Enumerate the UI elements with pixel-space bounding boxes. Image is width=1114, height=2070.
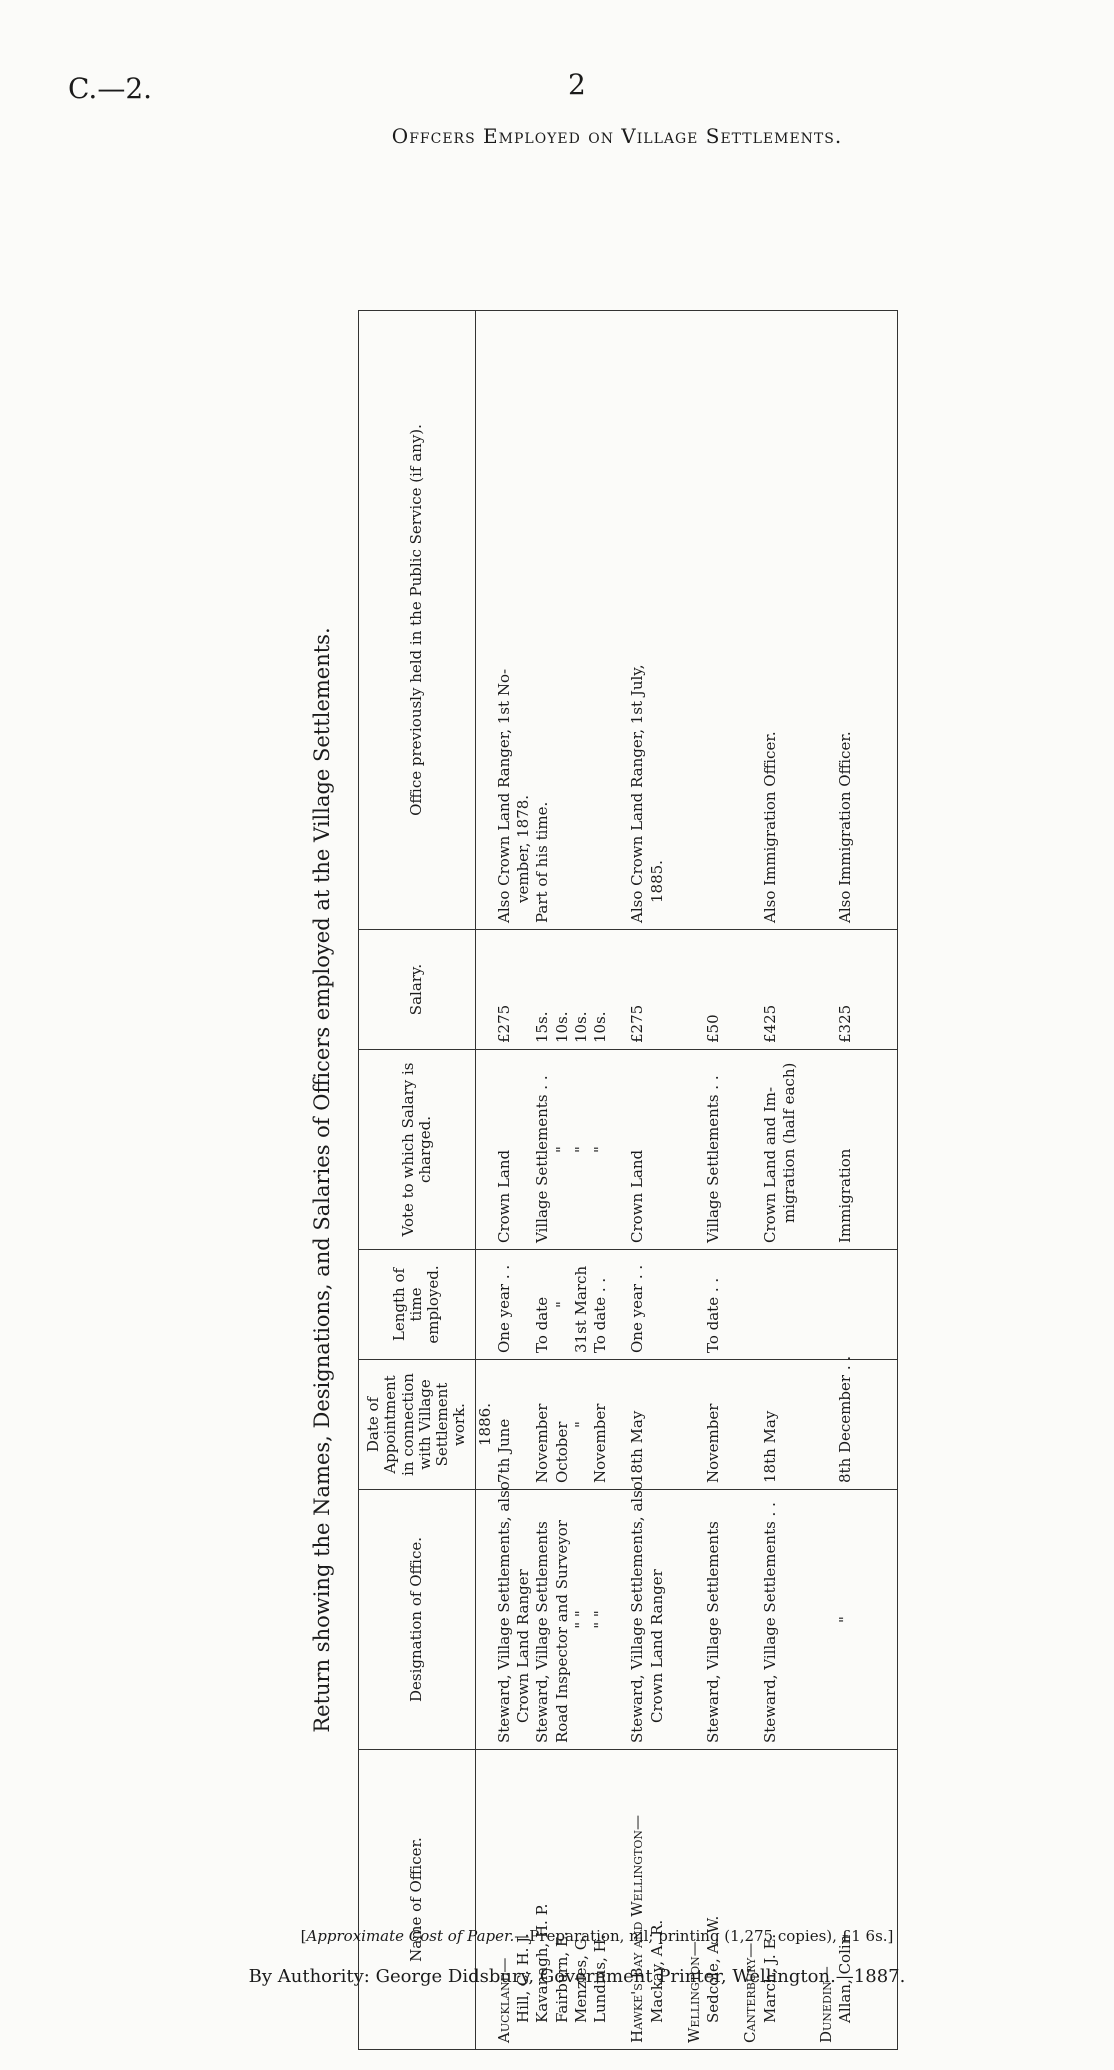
table-row [741, 311, 760, 2050]
cell-salary: £275 [628, 930, 647, 1050]
printer-authority: By Authority: George Didsbury, Government Printer, Wellington.—1887. [248, 1966, 906, 1987]
cell-salary: £275 [495, 930, 514, 1050]
region-label: Canterbury— [741, 1750, 760, 2050]
region-label: Auckland— [495, 1750, 514, 2050]
year-label: 1886. [475, 1360, 495, 1490]
cost-open: [ [300, 1927, 307, 1945]
table-row [495, 311, 514, 2050]
cell-date: 18th May [628, 1360, 647, 1490]
column-header: Length of time employed. [359, 1250, 476, 1360]
cost-text: —Preparation, nil; printing (1,275 copies), £1 6s.] [514, 1927, 894, 1945]
cell-date: November [591, 1360, 610, 1490]
table-title: Return showing the Names, Designations, and Salaries of Officers employed at the Village Settlements. [310, 627, 334, 1733]
year-row [475, 311, 495, 2050]
table-row [572, 311, 591, 2050]
table-row [685, 311, 704, 2050]
cell-length: To date . . [591, 1250, 610, 1360]
cell-length: One year . . [495, 1250, 514, 1360]
cell-vote: Village Settlements . . [704, 1050, 723, 1250]
cell-date: " [572, 1360, 591, 1490]
cell-salary: 10s. [572, 930, 591, 1050]
cell-salary: £50 [704, 930, 723, 1050]
officers-table [358, 310, 898, 2050]
cell-vote: " [572, 1050, 591, 1250]
column-header: Date of Appointment in connection with Village Settlement work. [359, 1360, 476, 1490]
table-header-row [359, 311, 476, 2050]
cell-length: To date . . [704, 1250, 723, 1360]
cell-vote: Crown Land [628, 1050, 647, 1250]
region-label: Wellington— [685, 1750, 704, 2050]
table-row [628, 311, 647, 2050]
cell-designation: " [836, 1490, 855, 1750]
table-row [704, 311, 723, 2050]
cell-previous: Part of his time. [533, 311, 552, 930]
cell-name: Lundius, H. [591, 1750, 610, 2050]
cell-designation: " " [572, 1490, 591, 1750]
cell-previous: Also Immigration Officer. [836, 311, 855, 930]
cell-date: November [533, 1360, 552, 1490]
column-header: Vote to which Salary is charged. [359, 1050, 476, 1250]
cell-salary: 10s. [553, 930, 572, 1050]
cell-name: Sedcole, A. W. [704, 1750, 723, 2050]
cell-designation: Steward, Village Settlements [704, 1490, 723, 1750]
cell-name: Allan, Colin [836, 1750, 855, 2050]
cell-salary: 15s. [533, 930, 552, 1050]
cell-length: 31st March [572, 1250, 591, 1360]
cell-vote-cont: migration (half each) [780, 1050, 799, 1250]
table-row [648, 311, 667, 2050]
column-header: Designation of Office. [359, 1490, 476, 1750]
table-row [514, 311, 533, 2050]
page-title: Offcers Employed on Village Settlements. [391, 124, 843, 148]
cell-name: Menzies, G. [572, 1750, 591, 2050]
cell-salary: £325 [836, 930, 855, 1050]
cell-name: Hill, C. H. J. [514, 1750, 533, 2050]
cell-previous-cont: 1885. [648, 311, 667, 930]
cell-designation: Steward, Village Settlements, also [628, 1490, 647, 1750]
page-number: 2 [568, 68, 586, 101]
cell-designation: Steward, Village Settlements . . [761, 1490, 780, 1750]
table-row [780, 311, 799, 2050]
cost-note [0, 1927, 1114, 1945]
cell-vote: Crown Land and Im- [761, 1050, 780, 1250]
column-header: Salary. [359, 930, 476, 1050]
cell-salary: 10s. [591, 930, 610, 1050]
column-header: Name of Officer. [359, 1750, 476, 2050]
table-row [761, 311, 780, 2050]
cell-designation-cont: Crown Land Ranger [514, 1490, 533, 1750]
cell-previous: Also Immigration Officer. [761, 311, 780, 930]
region-label: Hawke's Bay and Wellington— [628, 1750, 647, 2050]
cell-name: March, J. E. [761, 1750, 780, 2050]
cell-vote: Crown Land [495, 1050, 514, 1250]
cell-vote: Immigration [836, 1050, 855, 1250]
cell-designation-cont: Crown Land Ranger [648, 1490, 667, 1750]
cell-name: Mackay, A. R. [648, 1750, 667, 2050]
cell-length: To date [533, 1250, 552, 1360]
table-row [836, 311, 855, 2050]
cell-vote: Village Settlements . . [533, 1050, 552, 1250]
cell-designation: Steward, Village Settlements [533, 1490, 552, 1750]
cost-label: Approximate Cost of Paper. [306, 1927, 515, 1945]
cell-vote: " [591, 1050, 610, 1250]
table-row [533, 311, 552, 2050]
cell-date: 7th June [495, 1360, 514, 1490]
table-row [553, 311, 572, 2050]
cell-date: October [553, 1360, 572, 1490]
cell-designation: Road Inspector and Surveyor [553, 1490, 572, 1750]
cell-length: " [553, 1250, 572, 1360]
cell-designation: " " [591, 1490, 610, 1750]
cell-name: Kavanagh, H. P. [533, 1750, 552, 2050]
table-row [591, 311, 610, 2050]
rotated-return-table [310, 290, 900, 2070]
cell-length: One year . . [628, 1250, 647, 1360]
table-row [817, 311, 836, 2050]
cell-previous: Also Crown Land Ranger, 1st July, [628, 311, 647, 930]
cell-date: 8th December . . [836, 1360, 855, 1490]
cell-salary: £425 [761, 930, 780, 1050]
cell-name: Fairburn, E. [553, 1750, 572, 2050]
cell-date: 18th May [761, 1360, 780, 1490]
cell-designation: Steward, Village Settlements, also [494, 1481, 513, 1743]
cell-date: November [704, 1360, 723, 1490]
cell-previous-cont: vember, 1878. [514, 311, 533, 930]
document-reference: C.—2. [68, 72, 153, 105]
column-header: Office previously held in the Public Service (if any). [359, 311, 476, 930]
cell-vote: " [553, 1050, 572, 1250]
cell-previous: Also Crown Land Ranger, 1st No- [495, 311, 514, 930]
region-label: Dunedin— [817, 1750, 836, 2050]
